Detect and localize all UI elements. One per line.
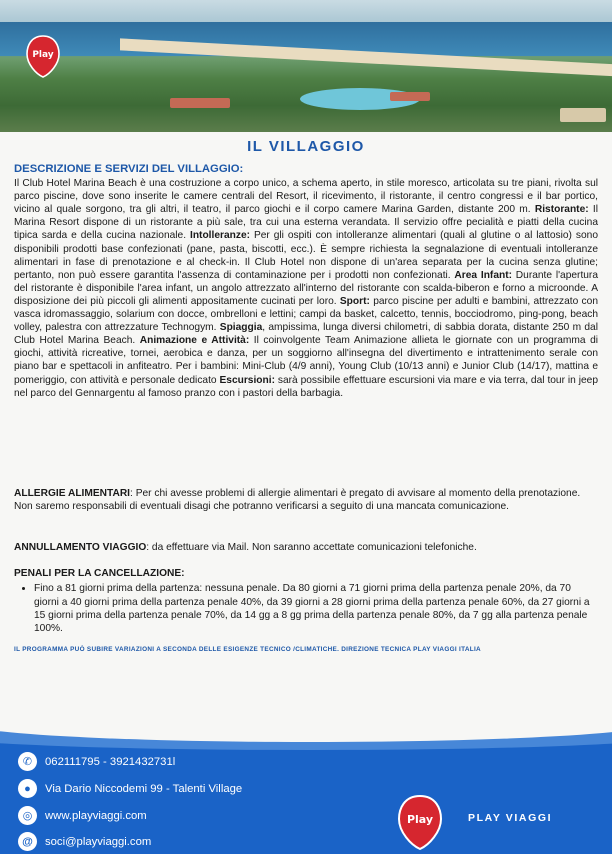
allergie-text: : Per chi avesse problemi di allergie alimentari è pregato di avvisare al momento della prenotazione. Non saremo responsabili di eventuali disagi che potranno verificarsi a seguito di una mancata comunicazione. [14, 488, 581, 513]
phone-text: 062111795 - 3921432731l [45, 755, 176, 768]
penali-heading: PENALI PER LA CANCELLAZIONE: [14, 568, 185, 579]
building-roof [560, 108, 606, 122]
building-roof [390, 92, 430, 101]
hero-resort-image [0, 0, 612, 132]
website-text: www.playviaggi.com [45, 809, 147, 822]
penali-list [14, 582, 598, 635]
description-heading: DESCRIZIONE E SERVIZI DEL VILLAGGIO: [14, 163, 244, 175]
penali-item: • Fino a 81 giorni prima della partenza: nessuna penale. Da 80 giorni a 71 giorni prima della partenza penale 20%, da 70 giorni a 40 giorni prima della partenza penale 40%, da 39 giorni a 28 giorni prima della partenza penale 60%, da 27 giorni a 15 giorni prima della partenza penale 70%, da 14 gg a 8 gg prima della partenza penale 80%, da 7 gg alla partenza penale 100%. [34, 582, 598, 635]
email-link[interactable] [18, 832, 151, 851]
allergie-heading: ALLERGIE ALIMENTARI [14, 488, 131, 499]
annullamento-text: : da effettuare via Mail. Non saranno accettate comunicazioni telefoniche. [146, 542, 477, 553]
phone-contact[interactable] [18, 752, 175, 771]
play-logo-text: Play [32, 50, 54, 60]
location-pin-icon: ● [18, 779, 37, 798]
brand-logo-text: Play [406, 813, 434, 826]
footer [0, 728, 612, 854]
play-viaggi-logo [398, 794, 442, 850]
annullamento-heading: ANNULLAMENTO VIAGGIO [14, 542, 147, 553]
globe-icon: ◎ [18, 806, 37, 825]
description-text: Il Club Hotel Marina Beach è una costruzione a corpo unico, a schema aperto, in stile moresco, articolata su tre piani, rivolta sul parco piscine, dove sono inserite le camere centrali del Resort, il ricevimento, il ristorante, il centro congressi e il bar portico, vicino al quale sorgono, tra gli altri, il teatro, il parco giochi e il corpo camere Marina Garden, distante 200 m. Ristorante: Il Marina Resort dispone di un ristorante a più sale, tra cui una esterna verandata. Il servizio offre pecialità e piatti della cucina tipica sarda e della cucina nazionale. Intolleranze: Per gli ospiti con intolleranze alimentari (quali al glutine o al lattosio) sono disponibili prodotti base confezionati (pane, pasta, biscotti, ecc.). È sempre richiesta la segnalazione di eventuali intolleranze alimentari in fase di prenotazione e al check-in. Il Club Hotel non dispone di un'area separata per la cucina senza glutine; pertanto, non può essere garantita l'assenza di contaminazione per i prodotti non confezionati. Area Infant: Durante l'apertura del ristorante è disponibile l'area infant, un angolo attrezzato all'interno del ristorante con scalda-biberon e forno a microonde. A disposizione dei più piccoli gli alimenti appositamente cucinati per loro. Sport: parco piscine per adulti e bambini, attrezzato con vasca idromassaggio, solarium con docce, ombrelloni e lettini; campi da basket, calcetto, tennis, bocciodromo, ping-pong, beach volley, palestra con attrezzature Technogym. Spiaggia, ampissima, lunga diversi chilometri, di sabbia dorata, distante 250 m dal Club Hotel Marina Beach. Animazione e Attività: Il coinvolgente Team Animazione allieta le giornate con un programma di giochi, attività ricreative, tornei, aerobica e danza, per un soggiorno all'insegna del divertimento e intrattenimento serale con piano bar e spettacoli in anfiteatro. Per i bambini: Mini-Club (4/9 anni), Young Club (10/13 anni) e Junior Club (14/17), mattina e pomeriggio, con attività e personale dedicato Escursioni: sarà possibile effettuare escursioni via mare e via terra, dal tour in jeep nel parco del Gennargentu al famoso pranzo con i pastori della barbagia. [14, 178, 599, 399]
description-section [14, 163, 598, 400]
program-note: IL PROGRAMMA PUÒ SUBIRE VARIAZIONI A SECONDA DELLE ESIGENZE TECNICO /CLIMATICHE. DIREZIONE TECNICA PLAY VIAGGI ITALIA [14, 646, 481, 653]
allergie-section [14, 487, 598, 514]
website-link[interactable] [18, 806, 147, 825]
address-text: Via Dario Niccodemi 99 - Talenti Village [45, 782, 243, 795]
annullamento-section [14, 541, 598, 554]
page-title: IL VILLAGGIO [247, 138, 365, 155]
phone-icon: ✆ [18, 752, 37, 771]
email-text: soci@playviaggi.com [45, 835, 152, 848]
brand-name: PLAY VIAGGI [468, 812, 553, 824]
building-roof [170, 98, 230, 108]
email-icon: @ [18, 832, 37, 851]
address-contact [18, 779, 242, 798]
penali-section [14, 567, 598, 635]
play-logo [26, 34, 60, 78]
